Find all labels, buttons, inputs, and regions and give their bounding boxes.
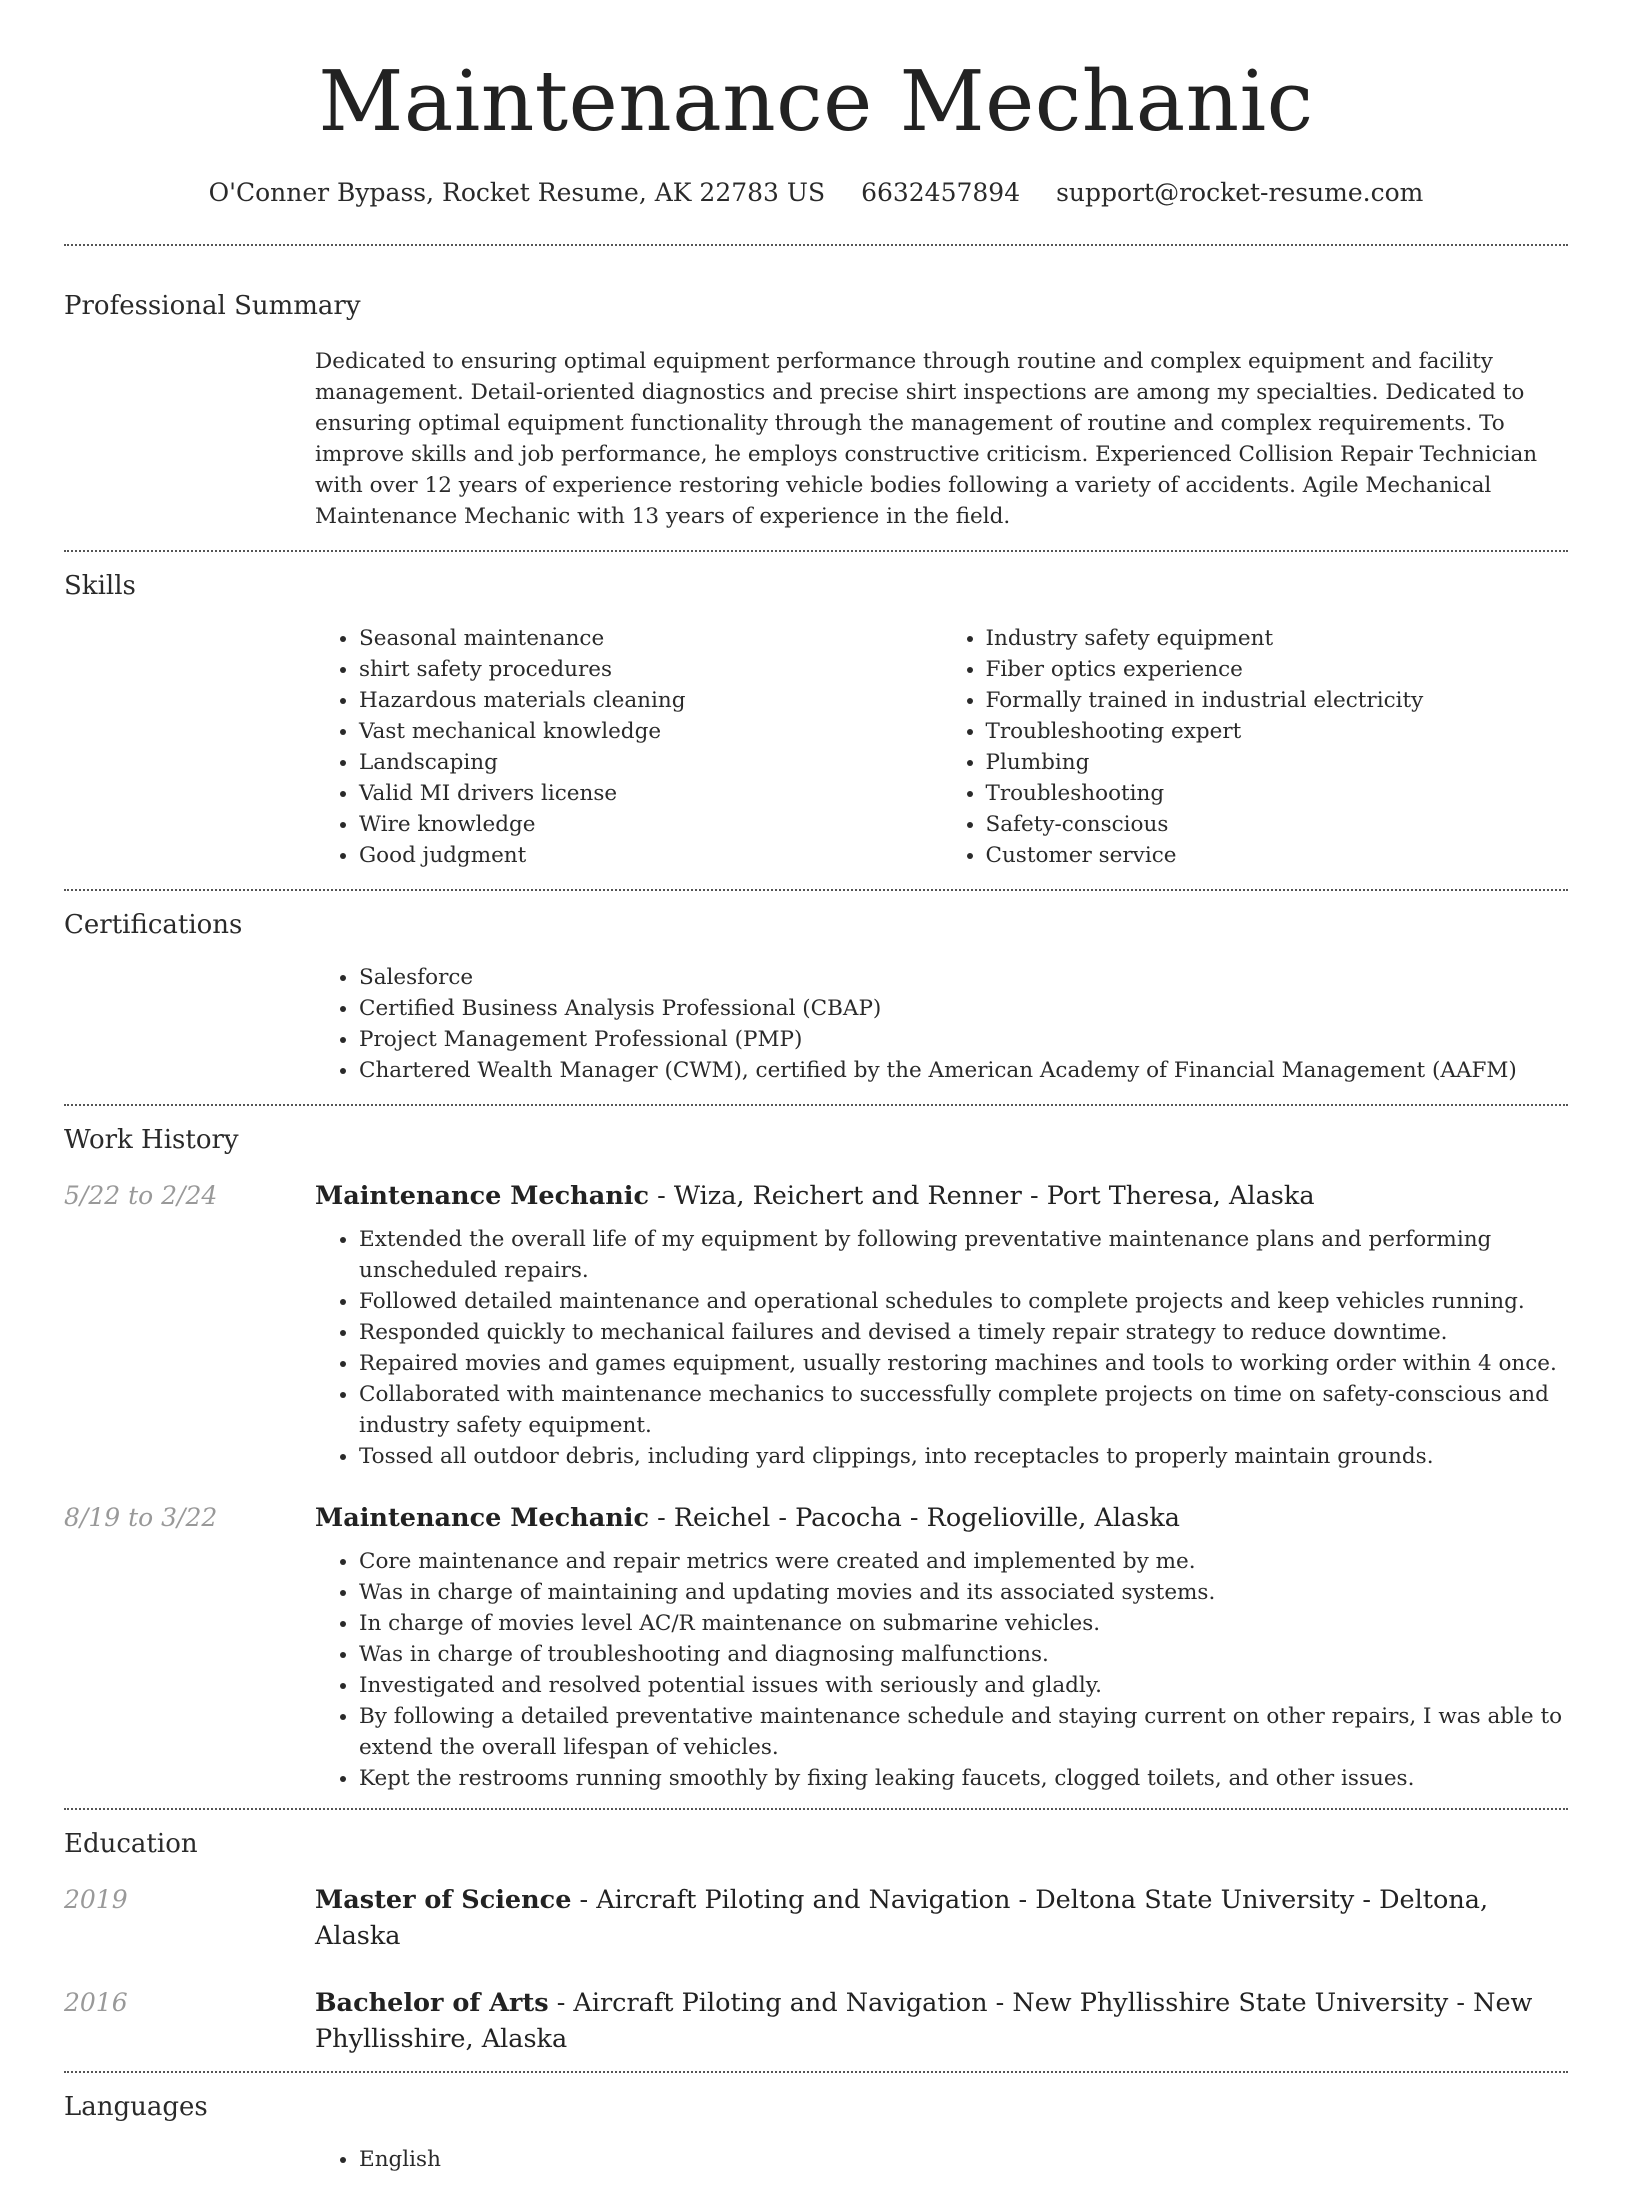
job-bullets xyxy=(315,1224,1568,1472)
work-history-heading: Work History xyxy=(64,1125,239,1155)
list-item: • Repaired movies and games equipment, usually restoring machines and tools to working order within 4 once. xyxy=(359,1348,1568,1379)
education-line xyxy=(315,1882,1568,1954)
list-item: • Core maintenance and repair metrics were created and implemented by me. xyxy=(359,1546,1568,1577)
job-bullets xyxy=(315,1546,1568,1794)
list-item: • Kept the restrooms running smoothly by fixing leaking faucets, clogged toilets, and other issues. xyxy=(359,1763,1568,1794)
languages-heading: Languages xyxy=(64,2092,208,2122)
list-item: • shirt safety procedures xyxy=(359,654,942,685)
list-item: • Industry safety equipment xyxy=(986,623,1569,654)
job-details xyxy=(315,1500,1568,1794)
list-item: • By following a detailed preventative maintenance schedule and staying current on other repairs, I was able to extend the overall lifespan of vehicles. xyxy=(359,1701,1568,1763)
list-item: • Seasonal maintenance xyxy=(359,623,942,654)
education-year: 2019 xyxy=(64,1885,128,1914)
list-item: • Wire knowledge xyxy=(359,809,942,840)
list-item: • Salesforce xyxy=(359,962,1568,993)
job-role: Maintenance Mechanic xyxy=(315,1503,650,1533)
contact-address: O'Conner Bypass, Rocket Resume, AK 22783 US xyxy=(208,178,826,207)
education-school: - Aircraft Piloting and Navigation - Deltona State University - Deltona, Alaska xyxy=(315,1885,1489,1951)
list-item: • Project Management Professional (PMP) xyxy=(359,1024,1568,1055)
skills-heading: Skills xyxy=(64,571,136,601)
job-details xyxy=(315,1178,1568,1472)
education-heading: Education xyxy=(64,1829,198,1859)
list-item: • Hazardous materials cleaning xyxy=(359,685,942,716)
certifications-section xyxy=(64,891,1568,1104)
contact-phone: 6632457894 xyxy=(861,178,1021,207)
degree: Master of Science xyxy=(315,1885,572,1915)
education-entry xyxy=(64,1985,1568,2057)
job-entry xyxy=(64,1178,1568,1472)
job-role: Maintenance Mechanic xyxy=(315,1181,650,1211)
job-employer: - Reichel - Pacocha - Rogelioville, Alaska xyxy=(649,1503,1180,1533)
list-item: • Followed detailed maintenance and operational schedules to complete projects and keep vehicles running. xyxy=(359,1286,1568,1317)
contact-email: support@rocket-resume.com xyxy=(1056,178,1424,207)
list-item: • Was in charge of maintaining and updating movies and its associated systems. xyxy=(359,1577,1568,1608)
list-item: • Valid MI drivers license xyxy=(359,778,942,809)
education-entry xyxy=(64,1882,1568,1954)
list-item: • Fiber optics experience xyxy=(986,654,1569,685)
job-title-line xyxy=(315,1178,1568,1214)
education-section xyxy=(64,1810,1568,2071)
summary-section xyxy=(64,246,1568,550)
contact-line xyxy=(64,176,1568,210)
list-item: • Customer service xyxy=(986,840,1569,871)
languages-body xyxy=(315,2144,1568,2175)
job-entry xyxy=(64,1500,1568,1794)
list-item: • Responded quickly to mechanical failures and devised a timely repair strategy to reduce downtime. xyxy=(359,1317,1568,1348)
summary-heading: Professional Summary xyxy=(64,291,361,321)
job-dates: 5/22 to 2/24 xyxy=(64,1181,218,1210)
list-item: • Safety-conscious xyxy=(986,809,1569,840)
education-details xyxy=(315,1985,1568,2057)
list-item: • Chartered Wealth Manager (CWM), certified by the American Academy of Financial Management (AAFM) xyxy=(359,1055,1568,1086)
list-item: • Troubleshooting xyxy=(986,778,1569,809)
education-school: - Aircraft Piloting and Navigation - New Phyllisshire State University - New Phyllisshire, Alaska xyxy=(315,1988,1533,2054)
list-item: • Formally trained in industrial electricity xyxy=(986,685,1569,716)
list-item: • Troubleshooting expert xyxy=(986,716,1569,747)
list-item: • Was in charge of troubleshooting and diagnosing malfunctions. xyxy=(359,1639,1568,1670)
list-item: • Landscaping xyxy=(359,747,942,778)
certifications-body xyxy=(315,962,1568,1086)
list-item: • Plumbing xyxy=(986,747,1569,778)
education-line xyxy=(315,1985,1568,2057)
job-employer: - Wiza, Reichert and Renner - Port Theresa, Alaska xyxy=(649,1181,1315,1211)
list-item: • Vast mechanical knowledge xyxy=(359,716,942,747)
education-details xyxy=(315,1882,1568,1954)
list-item: • Extended the overall life of my equipment by following preventative maintenance plans and performing unscheduled repairs. xyxy=(359,1224,1568,1286)
certifications-heading: Certifications xyxy=(64,910,243,940)
languages-section xyxy=(64,2073,1568,2193)
job-dates: 8/19 to 3/22 xyxy=(64,1503,218,1532)
languages-list xyxy=(315,2144,1568,2175)
education-year: 2016 xyxy=(64,1988,128,2017)
list-item: • Investigated and resolved potential issues with seriously and gladly. xyxy=(359,1670,1568,1701)
list-item: • English xyxy=(359,2144,1568,2175)
list-item: • Good judgment xyxy=(359,840,942,871)
work-history-section xyxy=(64,1106,1568,1808)
list-item: • Collaborated with maintenance mechanics to successfully complete projects on time on safety-conscious and industry safety equipment. xyxy=(359,1379,1568,1441)
list-item: • Certified Business Analysis Professional (CBAP) xyxy=(359,993,1568,1024)
skills-list-left xyxy=(315,623,942,871)
summary-text: Dedicated to ensuring optimal equipment performance through routine and complex equipment and facility management. Detail-oriented diagnostics and precise shirt inspections are among my specialties. Dedicated to ensuring optimal equipment functionality through the management of routine and complex requirements. To improve skills and job performance, he employs constructive criticism. Experienced Collision Repair Technician with over 12 years of experience restoring vehicle bodies following a variety of accidents. Agile Mechanical Maintenance Mechanic with 13 years of experience in the field. xyxy=(315,349,1538,529)
list-item: • In charge of movies level AC/R maintenance on submarine vehicles. xyxy=(359,1608,1568,1639)
page-title: Maintenance Mechanic xyxy=(318,53,1314,150)
certifications-list xyxy=(315,962,1568,1086)
degree: Bachelor of Arts xyxy=(315,1988,549,2018)
skills-list-right xyxy=(942,623,1569,871)
skills-section xyxy=(64,552,1568,889)
list-item: • Tossed all outdoor debris, including yard clippings, into receptacles to properly maintain grounds. xyxy=(359,1441,1568,1472)
job-title-line xyxy=(315,1500,1568,1536)
skills-columns xyxy=(315,623,1568,871)
